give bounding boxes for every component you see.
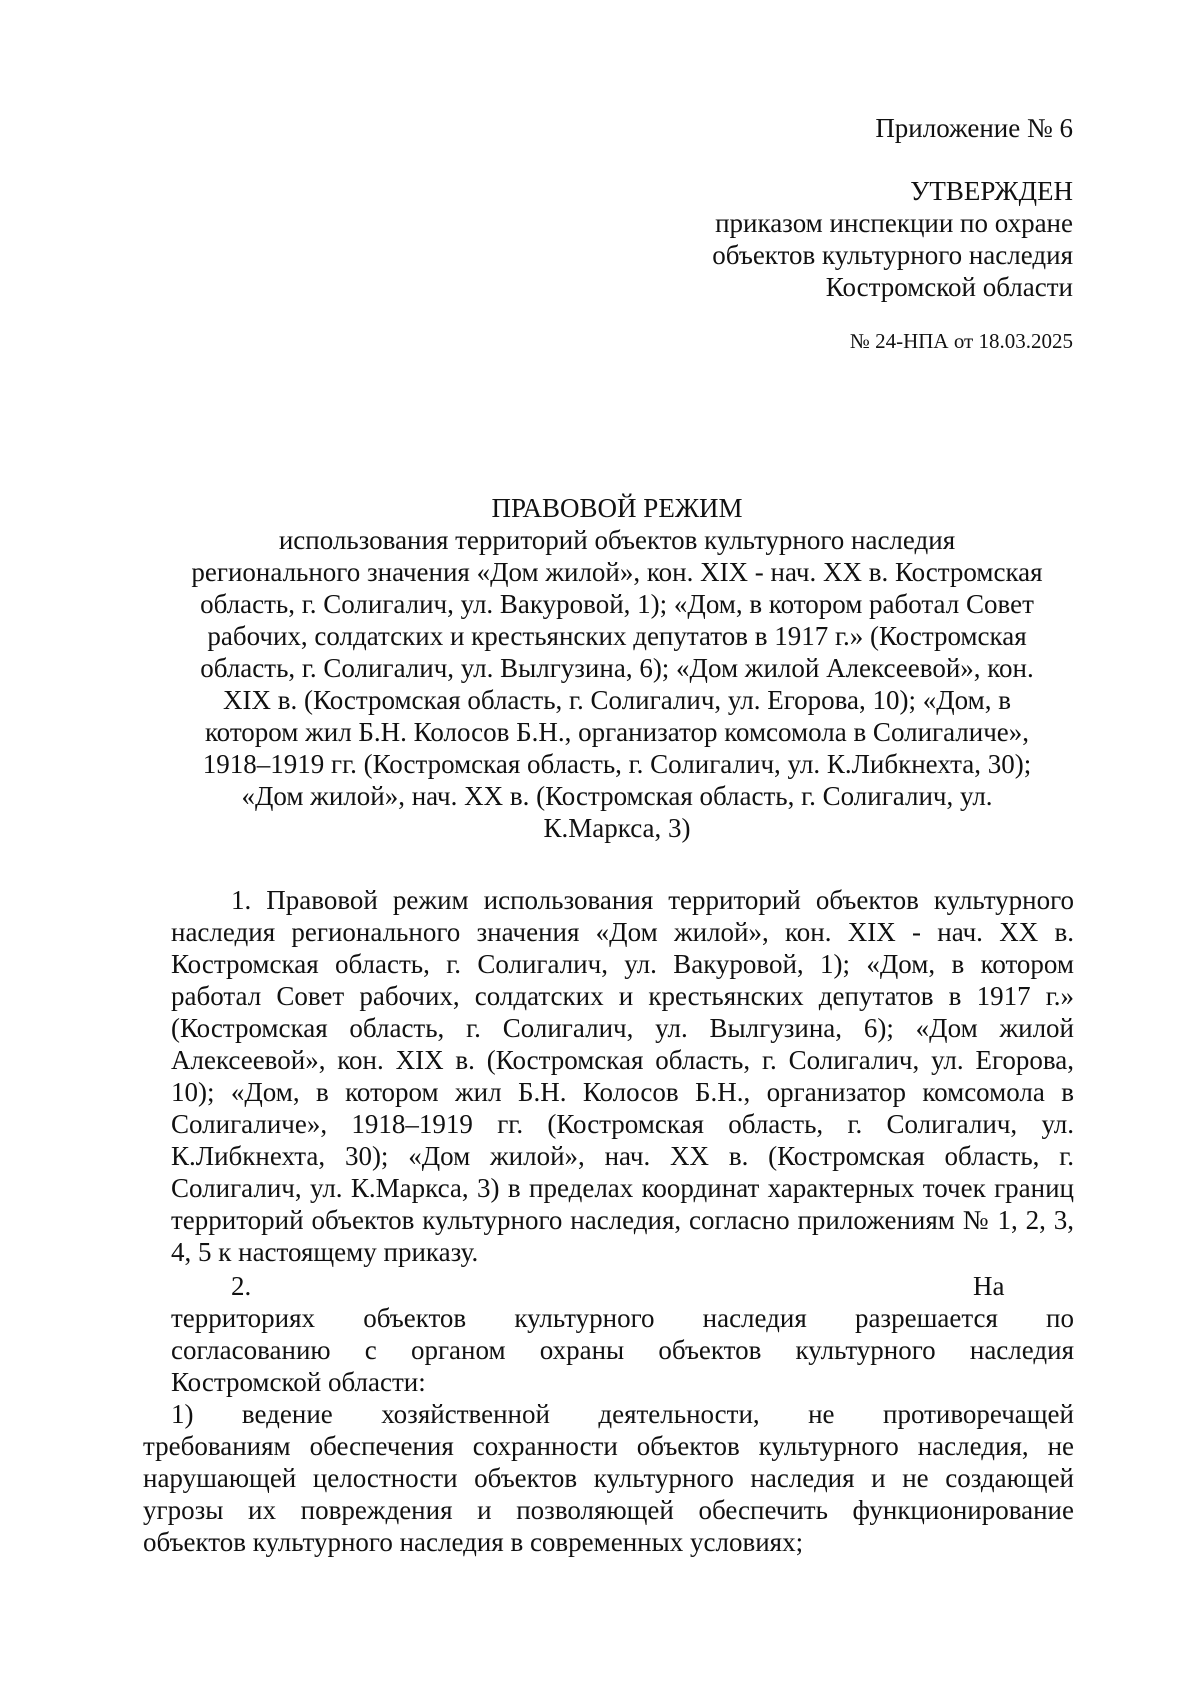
paragraph-line: Костромской области: xyxy=(171,1367,426,1397)
title-line: использования территорий объектов культурного наследия xyxy=(278,525,956,555)
approved-line: объектов культурного наследия xyxy=(712,240,1073,270)
title-line: рабочих, солдатских и крестьянских депутатов в 1917 г.» (Костромская xyxy=(207,621,1027,651)
title-line: область, г. Солигалич, ул. Вакуровой, 1); «Дом, в котором работал Совет xyxy=(200,589,1034,619)
title-line: XIX в. (Костромская область, г. Солигалич, ул. Егорова, 10); «Дом, в xyxy=(223,685,1011,715)
approved-line: Костромской области xyxy=(825,272,1073,302)
paragraph-1: 1. Правовой режим использования территорий объектов культурного наследия регионального значения «Дом жилой», кон. XIX - нач. XX в. Костромская область, г. Солигалич, ул. Вакуровой, 1); «Дом, в котором работал Совет рабочих, солдатских и крестьянских депутатов в 1917 г.» (Костромская область, г. Солигалич, ул. Вылгузина, 6); «Дом жилой Алексеевой», кон. XIX в. (Костромская область, г. Солигалич, ул. Егорова, 10); «Дом, в котором жил Б.Н. Колосов Б.Н., организатор комсомола в Солигаличе», 1918–1919 гг. (Костромская область, г. Солигалич, ул. К.Либкнехта, 30); «Дом жилой», нач. XX в. (Костромская область, г. Солигалич, ул. К.Маркса, 3) в пределах координат характерных точек границ территорий объектов культурного наследия, согласно приложениям № 1, 2, 3, 4, 5 к настоящему приказу. xyxy=(171,885,1074,1267)
approved-line: приказом инспекции по охране xyxy=(715,208,1073,238)
list-item-line: угрозы их повреждения и позволяющей обеспечить функционирование xyxy=(143,1495,1074,1525)
list-item-line: 1) ведение хозяйственной деятельности, не противоречащей xyxy=(171,1399,1074,1429)
title-line: область, г. Солигалич, ул. Вылгузина, 6); «Дом жилой Алексеевой», кон. xyxy=(200,653,1034,683)
approved-heading: УТВЕРЖДЕН xyxy=(910,176,1073,206)
appendix-label: Приложение № 6 xyxy=(875,113,1073,143)
paragraph-2-first-word: На xyxy=(973,1271,1005,1301)
title-heading: ПРАВОВОЙ РЕЖИМ xyxy=(491,493,743,523)
paragraph-line: территориях объектов культурного наследия разрешается по xyxy=(171,1303,1074,1333)
list-item-line: требованиям обеспечения сохранности объектов культурного наследия, не xyxy=(143,1431,1074,1461)
document-title xyxy=(160,492,1074,844)
title-line: К.Маркса, 3) xyxy=(543,813,691,843)
paragraph-2-number: 2. xyxy=(231,1271,252,1301)
list-item-line: нарушающей целостности объектов культурного наследия и не создающей xyxy=(143,1463,1074,1493)
paragraph-2-header xyxy=(171,1270,1074,1302)
paragraph-2-body xyxy=(171,1302,1074,1398)
order-number: № 24-НПА от 18.03.2025 xyxy=(849,329,1073,353)
paragraph-line: согласованию с органом охраны объектов культурного наследия xyxy=(171,1335,1074,1365)
title-line: «Дом жилой», нач. XX в. (Костромская область, г. Солигалич, ул. xyxy=(241,781,993,811)
approval-block xyxy=(712,175,1073,303)
title-line: котором жил Б.Н. Колосов Б.Н., организатор комсомола в Солигаличе», xyxy=(204,717,1030,747)
title-line: регионального значения «Дом жилой», кон. XIX - нач. XX в. Костромская xyxy=(191,557,1043,587)
list-item-line: объектов культурного наследия в современных условиях; xyxy=(143,1527,804,1557)
list-item-1 xyxy=(143,1398,1074,1558)
title-line: 1918–1919 гг. (Костромская область, г. Солигалич, ул. К.Либкнехта, 30); xyxy=(202,749,1032,779)
